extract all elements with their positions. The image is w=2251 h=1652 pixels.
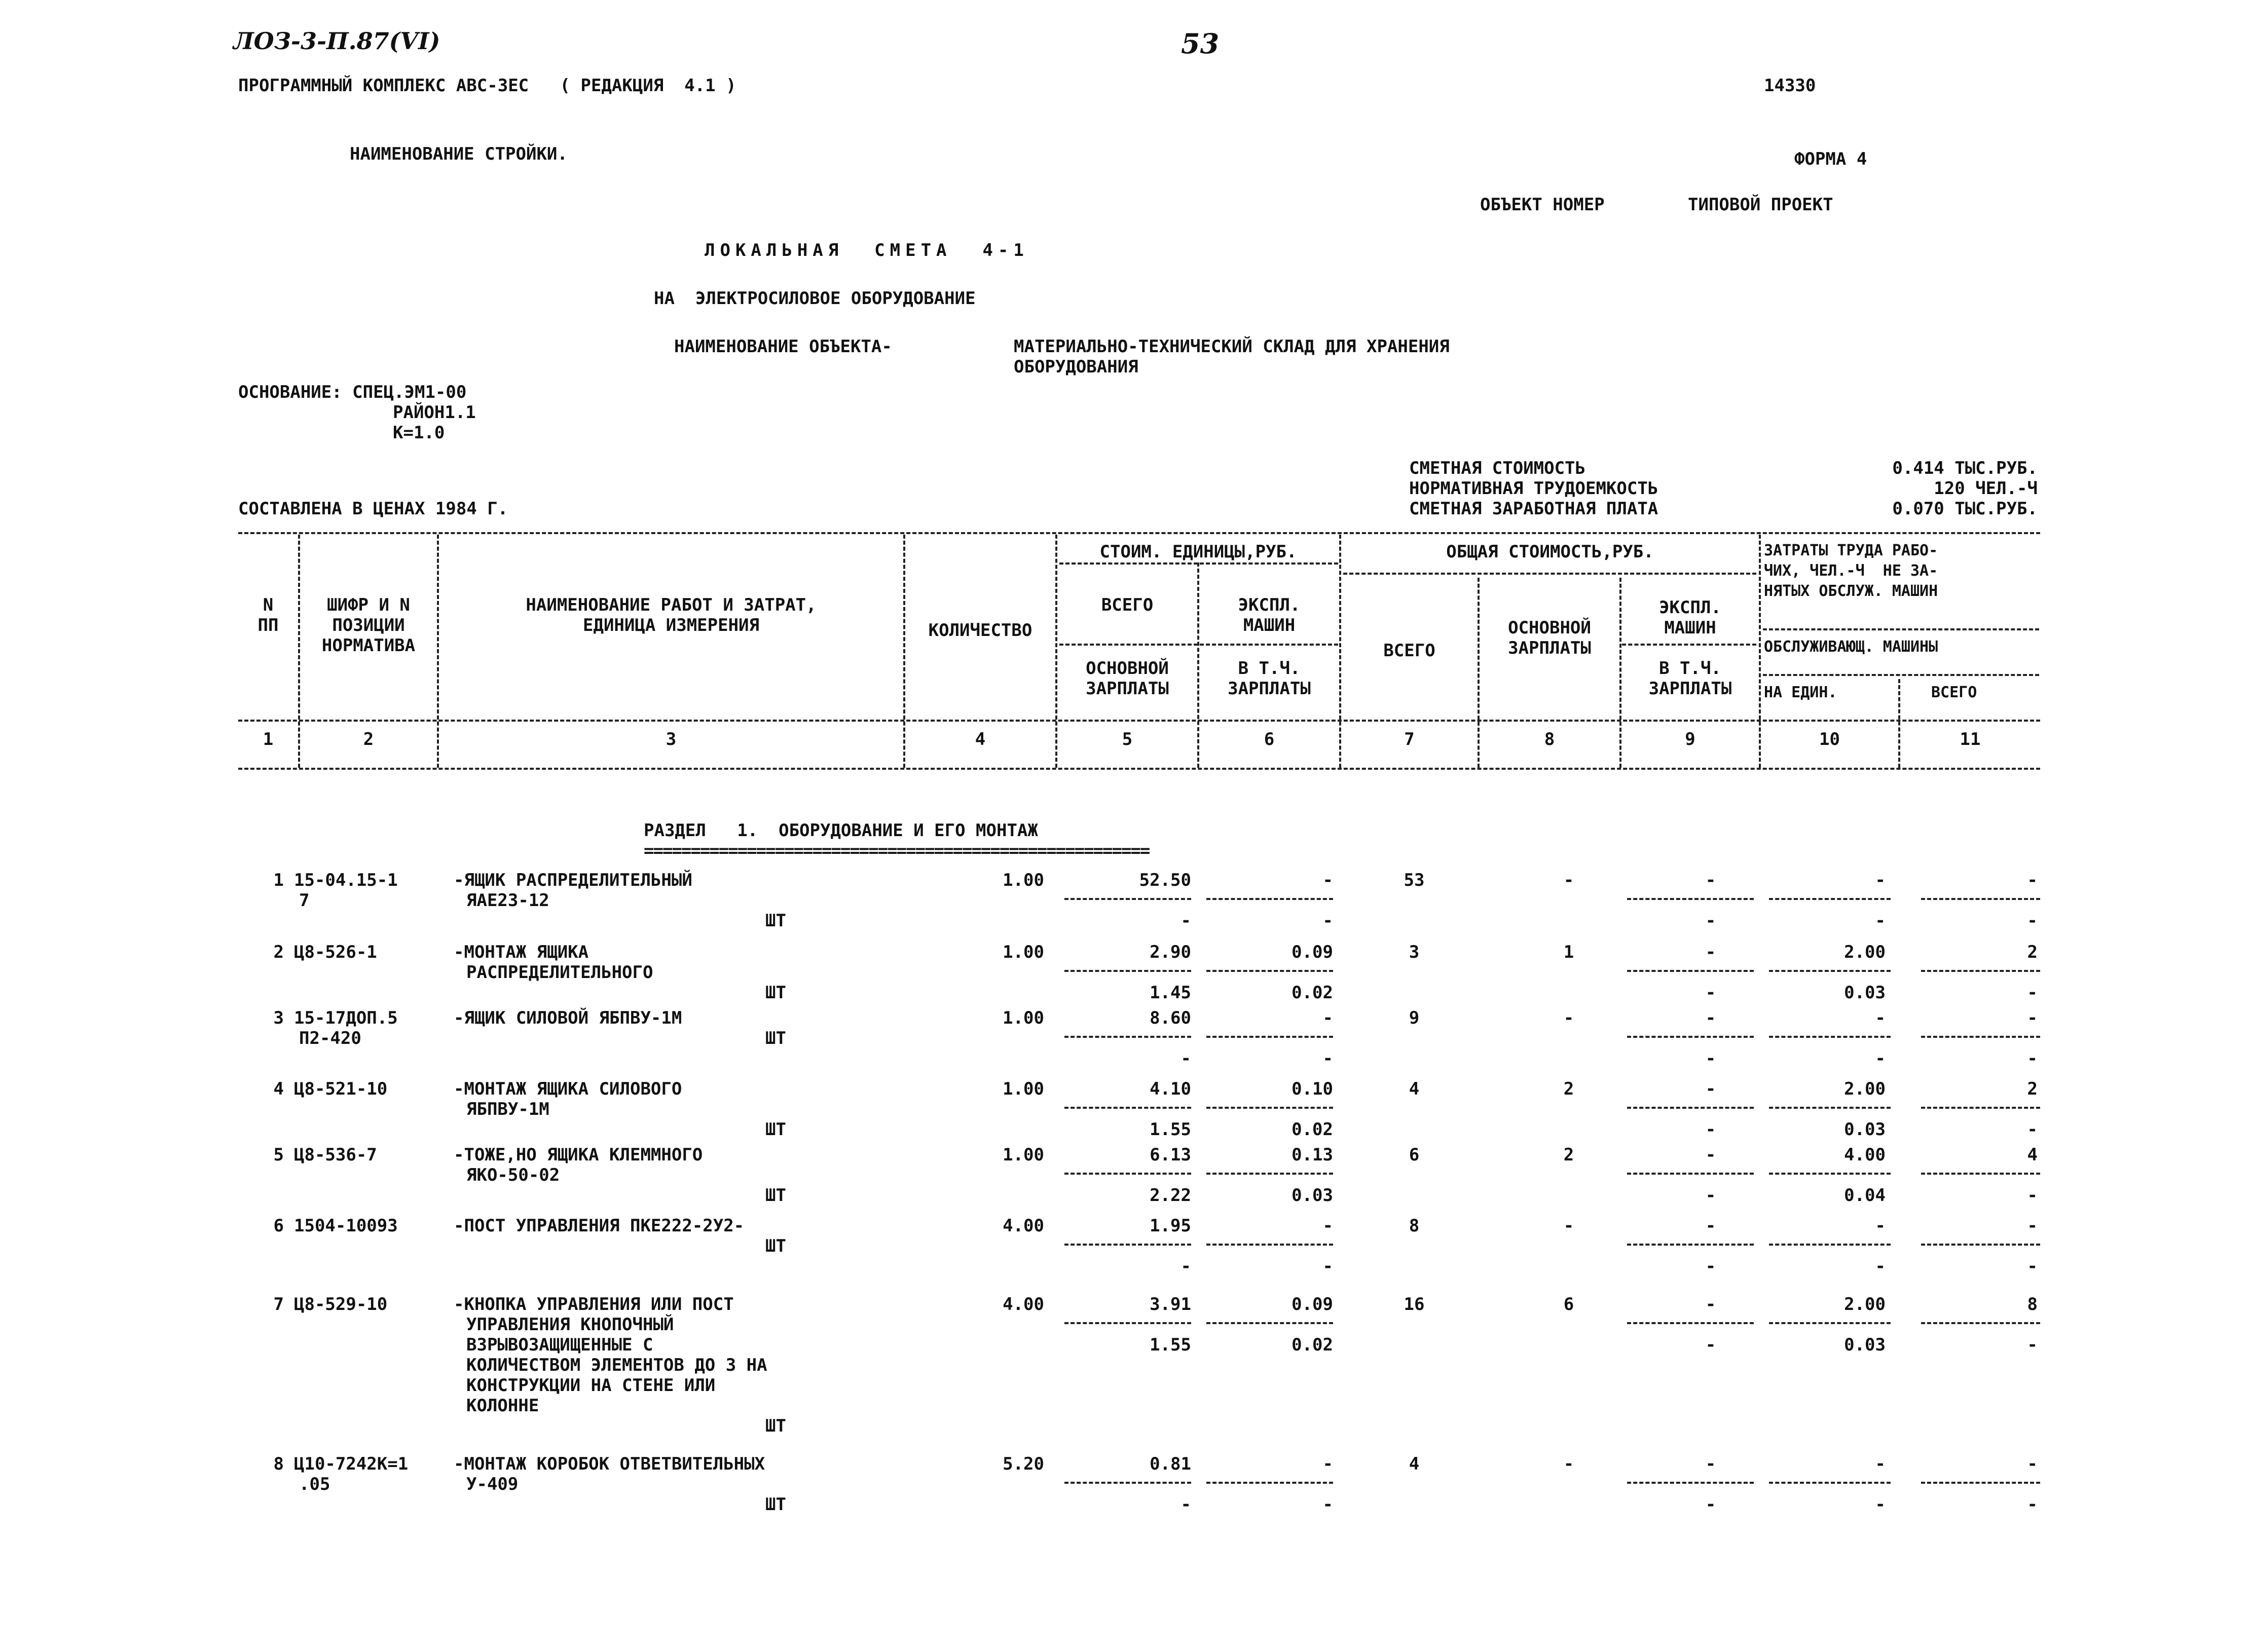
row-total-machines: - xyxy=(1705,942,1716,962)
row-labor-unit2: - xyxy=(1875,1494,1886,1515)
row-total-machines: - xyxy=(1705,870,1716,890)
row-labor-unit2: - xyxy=(1875,911,1886,931)
row-name-line: -ПОСТ УПРАВЛЕНИЯ ПКЕ222-2У2- xyxy=(454,1216,745,1236)
row-unit-incl: - xyxy=(1322,1494,1333,1515)
row-unit-wage: - xyxy=(1180,911,1191,931)
construction-name-label: НАИМЕНОВАНИЕ СТРОЙКИ. xyxy=(350,144,568,164)
row-total-incl: - xyxy=(1705,983,1716,1003)
row-unit: ШТ xyxy=(765,1185,786,1206)
row-unit-machines: 0.09 xyxy=(1291,1294,1333,1315)
summary-labor-value: 120 ЧЕЛ.-Ч xyxy=(1934,478,2038,499)
table-subrule xyxy=(1343,573,1756,575)
col-number: 6 xyxy=(1264,729,1275,749)
row-code: Ц8-536-7 xyxy=(294,1145,377,1165)
row-name-line: -КНОПКА УПРАВЛЕНИЯ ИЛИ ПОСТ xyxy=(454,1294,734,1315)
cell-divider xyxy=(1064,1173,1191,1175)
basis-line2: РАЙОН1.1 xyxy=(393,402,476,423)
row-code: Ц10-7242К=1 xyxy=(294,1454,409,1474)
row-total-machines: - xyxy=(1705,1145,1716,1165)
cell-divider xyxy=(1064,1482,1191,1484)
row-unit-wage: 1.55 xyxy=(1150,1119,1191,1140)
row-labor-total: - xyxy=(2027,870,2038,890)
row-labor-total2: - xyxy=(2027,1119,2038,1140)
row-unit-total: 4.10 xyxy=(1150,1079,1191,1099)
row-unit-wage: 1.45 xyxy=(1150,983,1191,1003)
cell-divider xyxy=(1206,1482,1333,1484)
row-name-line: -ЯЩИК РАСПРЕДЕЛИТЕЛЬНЫЙ xyxy=(454,870,692,890)
row-labor-total2: - xyxy=(2027,983,2038,1003)
row-qty: 1.00 xyxy=(1003,1145,1044,1165)
row-unit-machines: 0.13 xyxy=(1291,1145,1333,1165)
cell-divider xyxy=(1769,970,1891,972)
row-unit-machines: - xyxy=(1322,1216,1333,1236)
row-name-line: РАСПРЕДЕЛИТЕЛЬНОГО xyxy=(466,962,653,983)
col-header-unit-incl-l1: В Т.Ч. xyxy=(1238,658,1301,679)
row-code: Ц8-526-1 xyxy=(294,942,377,962)
row-unit: ШТ xyxy=(765,1416,786,1436)
object-name-label: НАИМЕНОВАНИЕ ОБЪЕКТА- xyxy=(674,336,892,357)
row-code-cont: П2-420 xyxy=(299,1028,361,1048)
col-number: 3 xyxy=(666,729,677,749)
row-total-wage: 1 xyxy=(1563,942,1574,962)
table-top-rule xyxy=(238,532,2040,534)
row-labor-total: 8 xyxy=(2027,1294,2038,1315)
row-unit-incl: 0.02 xyxy=(1291,1335,1333,1355)
row-labor-total: 2 xyxy=(2027,1079,2038,1099)
row-code-cont: 7 xyxy=(299,890,310,911)
row-unit-wage: 1.55 xyxy=(1150,1335,1191,1355)
row-number: 3 xyxy=(273,1008,284,1028)
col-header-total-machines-l1: ЭКСПЛ. xyxy=(1659,597,1721,618)
table-colnum-rule xyxy=(238,768,2040,770)
col-header-total-incl-l2: ЗАРПЛАТЫ xyxy=(1648,679,1732,699)
row-labor-total: - xyxy=(2027,1216,2038,1236)
row-number: 8 xyxy=(273,1454,284,1474)
col-header-n: N xyxy=(263,595,274,615)
row-number: 6 xyxy=(273,1216,284,1236)
summary-cost-value: 0.414 ТЫС.РУБ. xyxy=(1892,458,2038,478)
row-name-line: ЯКО-50-02 xyxy=(466,1165,560,1185)
row-total: 8 xyxy=(1409,1216,1420,1236)
row-name-line: ЯБПВУ-1М xyxy=(466,1099,549,1119)
row-unit-total: 2.90 xyxy=(1150,942,1191,962)
cell-divider xyxy=(1206,970,1333,972)
row-number: 5 xyxy=(273,1145,284,1165)
row-labor-total2: - xyxy=(2027,1185,2038,1206)
row-total-incl: - xyxy=(1705,1119,1716,1140)
row-name-line: УПРАВЛЕНИЯ КНОПОЧНЫЙ xyxy=(466,1315,674,1335)
cell-divider xyxy=(1064,898,1191,900)
col-header-labor-per-unit: НА ЕДИН. xyxy=(1764,684,1837,701)
col-number: 8 xyxy=(1544,729,1555,749)
cell-divider xyxy=(1064,1036,1191,1038)
row-unit-machines: - xyxy=(1322,1454,1333,1474)
row-qty: 5.20 xyxy=(1003,1454,1044,1474)
cell-divider xyxy=(1627,1107,1754,1109)
row-code: Ц8-529-10 xyxy=(294,1294,388,1315)
row-total-incl: - xyxy=(1705,1256,1716,1276)
row-labor-total2: - xyxy=(2027,911,2038,931)
row-unit-incl: - xyxy=(1322,911,1333,931)
summary-wage-label: СМЕТНАЯ ЗАРАБОТНАЯ ПЛАТА xyxy=(1409,499,1658,519)
row-total-incl: - xyxy=(1705,1335,1716,1355)
row-total: 3 xyxy=(1409,942,1420,962)
row-total: 9 xyxy=(1409,1008,1420,1028)
row-unit-wage: - xyxy=(1180,1256,1191,1276)
form-number: ФОРМА 4 xyxy=(1794,149,1867,169)
row-labor-unit: - xyxy=(1875,1216,1886,1236)
col-header-unit-machines-l1: ЭКСПЛ. xyxy=(1238,595,1301,615)
row-labor-unit: 2.00 xyxy=(1844,1079,1886,1099)
row-unit-wage: - xyxy=(1180,1048,1191,1069)
basis-line1: ОСНОВАНИЕ: СПЕЦ.ЭМ1-00 xyxy=(238,382,467,402)
row-unit: ШТ xyxy=(765,1236,786,1256)
row-unit-total: 8.60 xyxy=(1150,1008,1191,1028)
cell-divider xyxy=(1921,1322,2040,1324)
row-name-line: -МОНТАЖ КОРОБОК ОТВЕТВИТЕЛЬНЫХ xyxy=(454,1454,765,1474)
col-header-labor-l3: НЯТЫХ ОБСЛУЖ. МАШИН xyxy=(1764,582,1938,600)
row-total: 53 xyxy=(1404,870,1425,890)
row-total-wage: - xyxy=(1563,1008,1574,1028)
col-header-unit-cost: СТОИМ. ЕДИНИЦЫ,РУБ. xyxy=(1099,542,1297,562)
row-labor-unit: - xyxy=(1875,1008,1886,1028)
cell-divider xyxy=(1921,1482,2040,1484)
cell-divider xyxy=(1921,1173,2040,1175)
row-total-wage: 2 xyxy=(1563,1079,1574,1099)
row-labor-total2: - xyxy=(2027,1494,2038,1515)
row-labor-unit2: 0.03 xyxy=(1844,1335,1886,1355)
cell-divider xyxy=(1064,1244,1191,1246)
table-subrule xyxy=(1763,628,2039,630)
col-number: 2 xyxy=(363,729,374,749)
col-number: 5 xyxy=(1122,729,1133,749)
col-header-unit-incl-l2: ЗАРПЛАТЫ xyxy=(1228,679,1311,699)
row-unit-incl: 0.02 xyxy=(1291,1119,1333,1140)
cell-divider xyxy=(1064,970,1191,972)
row-total-machines: - xyxy=(1705,1079,1716,1099)
cell-divider xyxy=(1769,1482,1891,1484)
col-header-name-l2: ЕДИНИЦА ИЗМЕРЕНИЯ xyxy=(583,615,759,635)
row-number: 4 xyxy=(273,1079,284,1099)
row-unit-total: 3.91 xyxy=(1150,1294,1191,1315)
section-title: РАЗДЕЛ 1. ОБОРУДОВАНИЕ И ЕГО МОНТАЖ xyxy=(644,820,1038,841)
col-header-total-wage-l1: ОСНОВНОЙ xyxy=(1508,618,1591,638)
row-labor-total2: - xyxy=(2027,1335,2038,1355)
row-total-machines: - xyxy=(1705,1008,1716,1028)
row-unit-total: 1.95 xyxy=(1150,1216,1191,1236)
object-number-label: ОБЪЕКТ НОМЕР xyxy=(1480,195,1605,215)
cell-divider xyxy=(1064,1322,1191,1324)
row-labor-unit: 4.00 xyxy=(1844,1145,1886,1165)
table-subrule xyxy=(1622,644,1756,646)
row-name-line: -ЯЩИК СИЛОВОЙ ЯБПВУ-1М xyxy=(454,1008,682,1028)
cell-divider xyxy=(1627,1036,1754,1038)
row-qty: 1.00 xyxy=(1003,1079,1044,1099)
row-name-line: -ТОЖЕ,НО ЯЩИКА КЛЕММНОГО xyxy=(454,1145,703,1165)
row-unit-incl: 0.02 xyxy=(1291,983,1333,1003)
cell-divider xyxy=(1921,1107,2040,1109)
row-total-wage: - xyxy=(1563,1454,1574,1474)
cell-divider xyxy=(1921,1036,2040,1038)
cell-divider xyxy=(1627,1322,1754,1324)
row-labor-total: 4 xyxy=(2027,1145,2038,1165)
document-subtitle: НА ЭЛЕКТРОСИЛОВОЕ ОБОРУДОВАНИЕ xyxy=(654,288,976,309)
col-number: 9 xyxy=(1685,729,1695,749)
row-total-wage: 2 xyxy=(1563,1145,1574,1165)
summary-labor-label: НОРМАТИВНАЯ ТРУДОЕМКОСТЬ xyxy=(1409,478,1658,499)
row-qty: 4.00 xyxy=(1003,1294,1044,1315)
cell-divider xyxy=(1206,1244,1333,1246)
col-header-unit-total: ВСЕГО xyxy=(1101,595,1154,615)
row-labor-total: - xyxy=(2027,1008,2038,1028)
row-total-incl: - xyxy=(1705,911,1716,931)
row-unit: ШТ xyxy=(765,1494,786,1515)
row-unit: ШТ xyxy=(765,1028,786,1048)
row-qty: 1.00 xyxy=(1003,942,1044,962)
row-labor-unit2: 0.04 xyxy=(1844,1185,1886,1206)
cell-divider xyxy=(1627,1482,1754,1484)
row-unit-machines: - xyxy=(1322,870,1333,890)
typical-project-label: ТИПОВОЙ ПРОЕКТ xyxy=(1688,195,1833,215)
row-name-line: КОЛИЧЕСТВОМ ЭЛЕМЕНТОВ ДО 3 НА xyxy=(466,1355,767,1375)
row-labor-total2: - xyxy=(2027,1048,2038,1069)
cell-divider xyxy=(1769,1322,1891,1324)
row-labor-unit2: - xyxy=(1875,1256,1886,1276)
row-total: 4 xyxy=(1409,1454,1420,1474)
row-labor-unit2: - xyxy=(1875,1048,1886,1069)
col-separator xyxy=(1898,679,1900,768)
cell-divider xyxy=(1921,898,2040,900)
row-code: 1504-10093 xyxy=(294,1216,398,1236)
cell-divider xyxy=(1206,1036,1333,1038)
object-name-line2: ОБОРУДОВАНИЯ xyxy=(1014,357,1138,377)
cell-divider xyxy=(1206,898,1333,900)
row-total: 16 xyxy=(1404,1294,1425,1315)
col-header-total-all: ВСЕГО xyxy=(1383,641,1435,661)
cell-divider xyxy=(1064,1107,1191,1109)
cell-divider xyxy=(1627,1244,1754,1246)
row-code: Ц8-521-10 xyxy=(294,1079,388,1099)
cell-divider xyxy=(1769,898,1891,900)
cell-divider xyxy=(1627,970,1754,972)
col-header-n-line2: ПП xyxy=(257,615,279,635)
col-header-total-incl-l1: В Т.Ч. xyxy=(1659,658,1721,679)
col-header-qty: КОЛИЧЕСТВО xyxy=(928,620,1032,641)
row-total-wage: 6 xyxy=(1563,1294,1574,1315)
row-name-line: КОНСТРУКЦИИ НА СТЕНЕ ИЛИ xyxy=(466,1375,716,1396)
table-subrule xyxy=(1059,562,1338,565)
col-header-unit-wage-l2: ЗАРПЛАТЫ xyxy=(1086,679,1169,699)
row-code-cont: .05 xyxy=(299,1474,330,1494)
row-unit-total: 0.81 xyxy=(1150,1454,1191,1474)
prices-year: СОСТАВЛЕНА В ЦЕНАХ 1984 Г. xyxy=(238,499,508,519)
row-total-machines: - xyxy=(1705,1454,1716,1474)
col-header-total-cost: ОБЩАЯ СТОИМОСТЬ,РУБ. xyxy=(1446,542,1654,562)
handwritten-ref: ЛОЗ-3-П.87(VI) xyxy=(233,27,440,55)
row-name-line: ВЗРЫВОЗАЩИЩЕННЫЕ С xyxy=(466,1335,653,1355)
col-number: 10 xyxy=(1819,729,1840,749)
cell-divider xyxy=(1206,1173,1333,1175)
col-header-unit-wage-l1: ОСНОВНОЙ xyxy=(1086,658,1169,679)
row-code: 15-17ДОП.5 xyxy=(294,1008,398,1028)
row-total-machines: - xyxy=(1705,1294,1716,1315)
doc-code: 14330 xyxy=(1764,76,1816,96)
row-labor-total2: - xyxy=(2027,1256,2038,1276)
row-unit: ШТ xyxy=(765,983,786,1003)
cell-divider xyxy=(1627,1173,1754,1175)
row-labor-unit: 2.00 xyxy=(1844,942,1886,962)
row-labor-unit: 2.00 xyxy=(1844,1294,1886,1315)
col-header-labor-l1: ЗАТРАТЫ ТРУДА РАБО- xyxy=(1764,542,1938,559)
cell-divider xyxy=(1627,898,1754,900)
row-qty: 4.00 xyxy=(1003,1216,1044,1236)
row-labor-unit2: 0.03 xyxy=(1844,983,1886,1003)
col-number: 1 xyxy=(263,729,274,749)
summary-wage-value: 0.070 ТЫС.РУБ. xyxy=(1892,499,2038,519)
cell-divider xyxy=(1769,1036,1891,1038)
table-subrule xyxy=(1059,644,1338,646)
section-underline: ====================================================== xyxy=(644,841,1150,861)
program-complex: ПРОГРАММНЫЙ КОМПЛЕКС АВС-ЗЕС ( РЕДАКЦИЯ 4.1 ) xyxy=(238,76,736,96)
row-qty: 1.00 xyxy=(1003,1008,1044,1028)
row-qty: 1.00 xyxy=(1003,870,1044,890)
row-unit-wage: - xyxy=(1180,1494,1191,1515)
row-unit: ШТ xyxy=(765,1119,786,1140)
row-labor-total: 2 xyxy=(2027,942,2038,962)
row-total: 6 xyxy=(1409,1145,1420,1165)
col-header-code-l3: НОРМАТИВА xyxy=(321,635,416,656)
row-unit-wage: 2.22 xyxy=(1150,1185,1191,1206)
row-name-line: -МОНТАЖ ЯЩИКА xyxy=(454,942,589,962)
row-unit-incl: - xyxy=(1322,1048,1333,1069)
col-header-labor-total: ВСЕГО xyxy=(1931,684,1977,701)
row-unit-machines: - xyxy=(1322,1008,1333,1028)
row-unit-incl: - xyxy=(1322,1256,1333,1276)
row-name-line: КОЛОННЕ xyxy=(466,1396,539,1416)
col-header-name-l1: НАИМЕНОВАНИЕ РАБОТ И ЗАТРАТ, xyxy=(526,595,817,615)
col-number: 11 xyxy=(1960,729,1981,749)
col-header-total-wage-l2: ЗАРПЛАТЫ xyxy=(1508,638,1591,658)
col-header-labor-l2: ЧИХ, ЧЕЛ.-Ч НЕ ЗА- xyxy=(1764,562,1938,580)
row-unit-machines: 0.09 xyxy=(1291,942,1333,962)
row-total-wage: - xyxy=(1563,1216,1574,1236)
col-number: 4 xyxy=(975,729,986,749)
row-unit-total: 52.50 xyxy=(1139,870,1191,890)
row-total-wage: - xyxy=(1563,870,1574,890)
row-number: 2 xyxy=(273,942,284,962)
summary-cost-label: СМЕТНАЯ СТОИМОСТЬ xyxy=(1409,458,1585,478)
row-labor-unit2: 0.03 xyxy=(1844,1119,1886,1140)
row-name-line: -МОНТАЖ ЯЩИКА СИЛОВОГО xyxy=(454,1079,682,1099)
col-header-unit-machines-l2: МАШИН xyxy=(1243,615,1296,635)
cell-divider xyxy=(1206,1107,1333,1109)
cell-divider xyxy=(1769,1244,1891,1246)
col-number: 7 xyxy=(1404,729,1415,749)
row-total-incl: - xyxy=(1705,1185,1716,1206)
row-total: 4 xyxy=(1409,1079,1420,1099)
col-header-labor-l4: ОБСЛУЖИВАЮЩ. МАШИНЫ xyxy=(1764,638,1938,656)
row-code: 15-04.15-1 xyxy=(294,870,398,890)
row-number: 7 xyxy=(273,1294,284,1315)
row-unit-total: 6.13 xyxy=(1150,1145,1191,1165)
basis-line3: К=1.0 xyxy=(393,423,445,443)
row-total-incl: - xyxy=(1705,1494,1716,1515)
object-name-line1: МАТЕРИАЛЬНО-ТЕХНИЧЕСКИЙ СКЛАД ДЛЯ ХРАНЕНИЯ xyxy=(1014,336,1450,357)
row-unit-machines: 0.10 xyxy=(1291,1079,1333,1099)
row-number: 1 xyxy=(273,870,284,890)
row-unit-incl: 0.03 xyxy=(1291,1185,1333,1206)
page-number: 53 xyxy=(1181,27,1220,60)
col-header-code-l1: ШИФР И N xyxy=(327,595,410,615)
row-name-line: ЯАЕ23-12 xyxy=(466,890,549,911)
document-title: ЛОКАЛЬНАЯ СМЕТА 4-1 xyxy=(705,240,1029,260)
row-labor-total: - xyxy=(2027,1454,2038,1474)
row-total-machines: - xyxy=(1705,1216,1716,1236)
row-labor-unit: - xyxy=(1875,1454,1886,1474)
table-subrule xyxy=(1763,674,2039,676)
row-name-line: У-409 xyxy=(466,1474,519,1494)
cell-divider xyxy=(1769,1107,1891,1109)
col-header-total-machines-l2: МАШИН xyxy=(1664,618,1716,638)
cell-divider xyxy=(1769,1173,1891,1175)
table-header-rule xyxy=(238,720,2040,722)
row-unit: ШТ xyxy=(765,911,786,931)
cell-divider xyxy=(1921,970,2040,972)
col-header-code-l2: ПОЗИЦИИ xyxy=(332,615,405,635)
row-labor-unit: - xyxy=(1875,870,1886,890)
cell-divider xyxy=(1206,1322,1333,1324)
row-total-incl: - xyxy=(1705,1048,1716,1069)
cell-divider xyxy=(1921,1244,2040,1246)
